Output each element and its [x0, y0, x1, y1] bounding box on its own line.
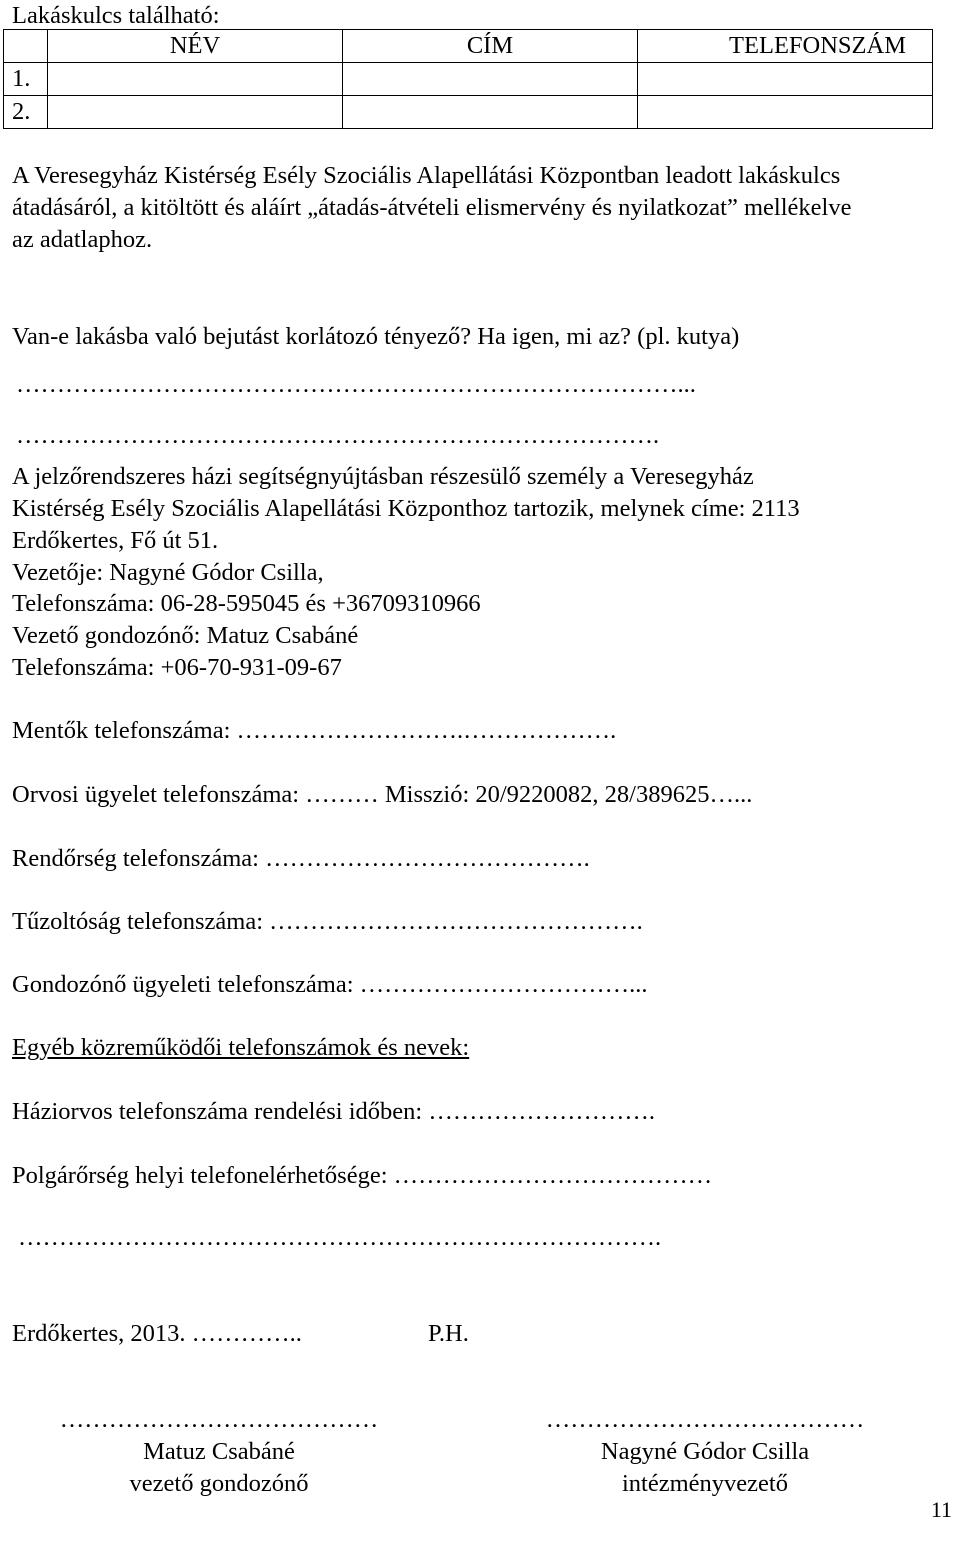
text-line: átadásáról, a kitöltött és aláírt „átadás-átvételi elismervény és nyilatkozat” mellékelve: [12, 193, 852, 221]
leader-phone-line: Telefonszáma: 06-28-595045 és +36709310966: [12, 590, 481, 618]
key-location-heading: Lakáskulcs található:: [12, 2, 220, 29]
civil-guard-phone-field[interactable]: Polgárőrség helyi telefonelérhetősége: …………………………………: [12, 1162, 713, 1189]
table-row: [4, 63, 933, 96]
table-header-row: [4, 30, 933, 63]
medical-duty-phone-field[interactable]: Orvosi ügyelet telefonszáma: ……… Misszió: 20/9220082, 28/389625…...: [12, 781, 753, 808]
table-header-spacer: [4, 30, 48, 63]
column-header-name: NÉV: [48, 30, 343, 63]
row-number: 2.: [4, 96, 48, 129]
signature-block-director: [510, 1404, 900, 1500]
answer-dotline[interactable]: ………………………………………………………………………...: [16, 371, 696, 398]
signature-dotline[interactable]: …………………………………: [545, 1406, 865, 1433]
head-carer-line: Vezető gondozónő: Matuz Csabáné: [12, 622, 359, 650]
access-question: Van-e lakásba való bejutást korlátozó tényező? Ha igen, mi az? (pl. kutya): [12, 323, 740, 350]
address-cell[interactable]: [343, 63, 638, 96]
name-cell[interactable]: [48, 63, 343, 96]
column-header-phone: TELEFONSZÁM: [638, 30, 933, 63]
text-line: A jelzőrendszeres házi segítségnyújtásban részesülő személy a Veresegyház: [12, 463, 754, 490]
carer-duty-phone-field[interactable]: Gondozónő ügyeleti telefonszáma: ……………………………...: [12, 971, 648, 998]
table-row: [4, 96, 933, 129]
ambulance-phone-field[interactable]: Mentők telefonszáma: ……………………….……………….: [12, 717, 617, 744]
text-line: az adatlaphoz.: [12, 225, 153, 253]
phone-cell[interactable]: [638, 96, 933, 129]
fire-brigade-phone-field[interactable]: Tűzoltóság telefonszáma: ……………………………………….: [12, 908, 643, 935]
phone-cell[interactable]: [638, 63, 933, 96]
address-cell[interactable]: [343, 96, 638, 129]
key-handover-note: [12, 160, 952, 256]
signatory-role: intézményvezető: [622, 1469, 788, 1497]
signatory-name: Nagyné Gódor Csilla: [600, 1437, 810, 1465]
text-line: A Veresegyház Kistérség Esély Szociális Alapellátási Központban leadott lakáskulcs: [12, 162, 841, 189]
other-contacts-heading: Egyéb közreműködői telefonszámok és nevek:: [12, 1034, 470, 1061]
answer-dotline[interactable]: …………………………………………………………………….: [18, 1224, 662, 1251]
center-info: [12, 461, 952, 684]
key-holders-table: [3, 29, 933, 129]
place-date-field[interactable]: Erdőkertes, 2013. …………..: [12, 1320, 302, 1347]
signature-dotline[interactable]: …………………………………: [59, 1406, 379, 1433]
signature-block-head-carer: [18, 1404, 420, 1500]
leader-line: Vezetője: Nagyné Gódor Csilla,: [12, 558, 324, 586]
gp-phone-field[interactable]: Háziorvos telefonszáma rendelési időben: ……………………….: [12, 1098, 655, 1125]
signatory-name: Matuz Csabáné: [143, 1437, 295, 1465]
text-line: Kistérség Esély Szociális Alapellátási Központhoz tartozik, melynek címe: 2113: [12, 494, 800, 522]
stamp-label: P.H.: [428, 1320, 469, 1347]
police-phone-field[interactable]: Rendőrség telefonszáma: ………………………………….: [12, 845, 590, 872]
answer-dotline[interactable]: …………………………………………………………………….: [16, 422, 660, 449]
head-carer-phone-line: Telefonszáma: +06-70-931-09-67: [12, 654, 342, 682]
page-number: 11: [930, 1497, 952, 1522]
signatory-role: vezető gondozónő: [129, 1469, 309, 1497]
row-number: 1.: [4, 63, 48, 96]
column-header-address: CÍM: [343, 30, 638, 63]
name-cell[interactable]: [48, 96, 343, 129]
text-line: Erdőkertes, Fő út 51.: [12, 526, 219, 554]
